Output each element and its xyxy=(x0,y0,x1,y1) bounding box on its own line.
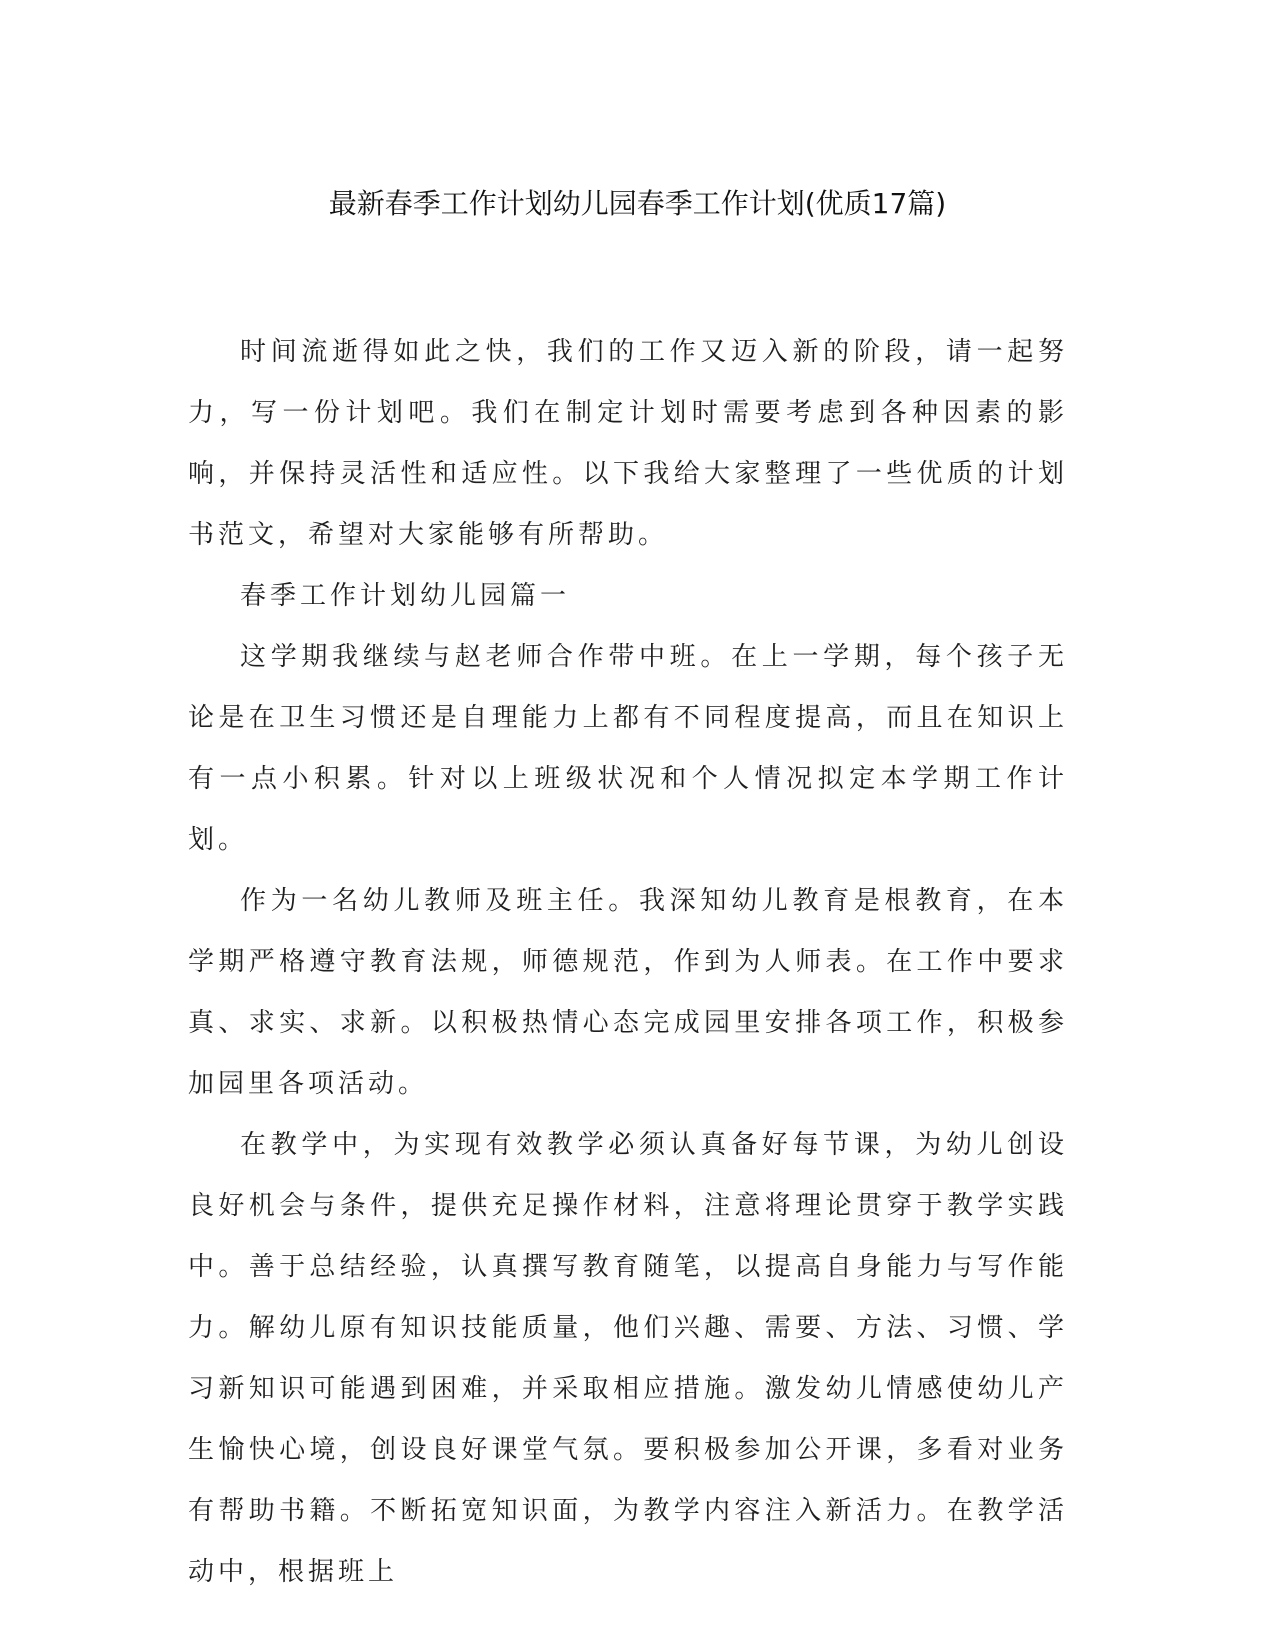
section-heading: 春季工作计划幼儿园篇一 xyxy=(240,581,571,611)
document-body xyxy=(188,322,1068,1603)
paragraph-teacher-role: 作为一名幼儿教师及班主任。我深知幼儿教育是根教育，在本学期严格遵守教育法规，师德规范，作到为人师表。在工作中要求真、求实、求新。以积极热情心态完成园里安排各项工作，积极参加园里各项活动。 xyxy=(188,886,1068,1099)
paragraph-class-overview: 这学期我继续与赵老师合作带中班。在上一学期，每个孩子无论是在卫生习惯还是自理能力上都有不同程度提高，而且在知识上有一点小积累。针对以上班级状况和个人情况拟定本学期工作计划。 xyxy=(188,642,1068,855)
paragraph-teaching: 在教学中，为实现有效教学必须认真备好每节课，为幼儿创设良好机会与条件，提供充足操作材料，注意将理论贯穿于教学实践中。善于总结经验，认真撰写教育随笔，以提高自身能力与写作能力。解幼儿原有知识技能质量，他们兴趣、需要、方法、习惯、学习新知识可能遇到困难，并采取相应措施。激发幼儿情感使幼儿产生愉快心境，创设良好课堂气氛。要积极参加公开课，多看对业务有帮助书籍。不断拓宽知识面，为教学内容注入新活力。在教学活动中，根据班上 xyxy=(188,1130,1068,1587)
document-title: 最新春季工作计划幼儿园春季工作计划(优质17篇) xyxy=(328,187,947,220)
paragraph-intro: 时间流逝得如此之快，我们的工作又迈入新的阶段，请一起努力，写一份计划吧。我们在制定计划时需要考虑到各种因素的影响，并保持灵活性和适应性。以下我给大家整理了一些优质的计划书范文，希望对大家能够有所帮助。 xyxy=(188,337,1068,550)
